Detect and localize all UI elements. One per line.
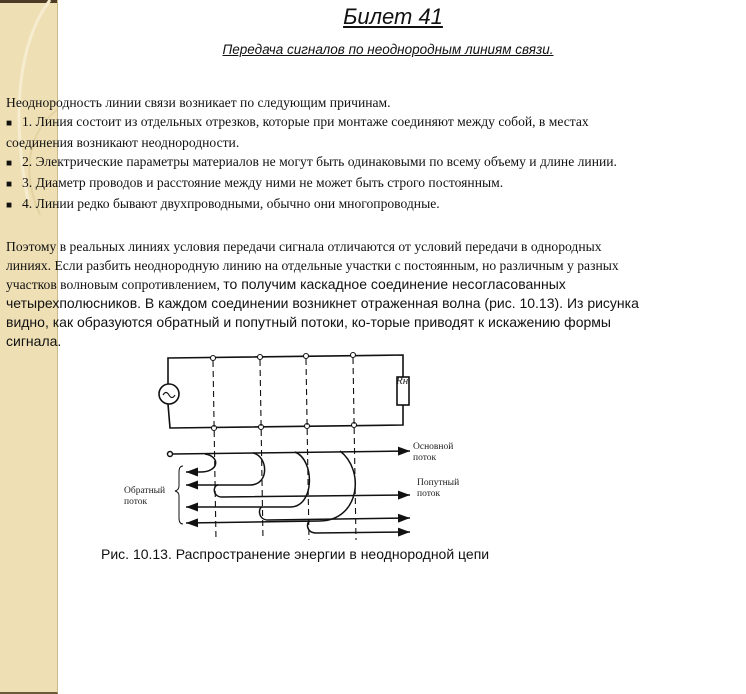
- list-item: ■ 1. Линия состоит из отдельных отрезков, которые при монтаже соединяют между собой, в местах: [6, 112, 741, 133]
- reverse-flow-brace: [175, 466, 183, 524]
- intro-lead: Неоднородность линии связи возникает по следующим причинам.: [6, 95, 391, 110]
- reverse-flow-label: Обратный поток: [124, 486, 166, 507]
- page-subtitle: Передача сигналов по неоднородным линиям связи.: [222, 42, 554, 57]
- page-title: Билет 41: [343, 4, 443, 29]
- load-resistor-label: Rн: [396, 375, 409, 387]
- paragraph-line: сигнала.: [6, 333, 62, 349]
- main-flow-label: Основной поток: [413, 442, 454, 463]
- forward-flow-label: Попутный поток: [417, 478, 460, 499]
- list-item: ■ 3. Диаметр проводов и расстояние между ними не может быть строго постоянным.: [6, 173, 741, 194]
- list-item: ■ 4. Линии редко бывают двухпроводными, обычно они многопроводные.: [6, 194, 741, 215]
- junction-nodes: [211, 353, 357, 431]
- energy-flow-lines: [168, 451, 411, 533]
- bullet-square-icon: ■: [6, 158, 13, 169]
- list-item: ■ 2. Электрические параметры материалов не могут быть одинаковыми по всему объему и длине линии.: [6, 152, 741, 173]
- section-dividers: [213, 358, 356, 540]
- paragraph-line: видно, как образуются обратный и попутный потоки, ко-торые приводят к искажению формы: [6, 314, 611, 330]
- bullet-square-icon: ■: [6, 200, 13, 211]
- paragraph-line: линиях. Если разбить неоднородную линию на отдельные участки с постоянным, но различным у разных: [6, 258, 619, 273]
- paragraph-line: Поэтому в реальных линиях условия передачи сигнала отличаются от условий передачи в однородных: [6, 239, 602, 254]
- paragraph-line: участков волновым сопротивлением, то получим каскадное соединение несогласованных: [6, 276, 566, 292]
- figure-caption: Рис. 10.13. Распространение энергии в неоднородной цепи: [101, 546, 490, 562]
- list-item-continuation: соединения возникают неоднородности.: [6, 135, 240, 150]
- paragraph-line: четырехполюсников. В каждом соединении возникнет отраженная волна (рис. 10.13). Из рисунка: [6, 295, 639, 311]
- circuit-schematic: [159, 355, 409, 428]
- bullet-square-icon: ■: [6, 118, 13, 129]
- bullet-square-icon: ■: [6, 179, 13, 190]
